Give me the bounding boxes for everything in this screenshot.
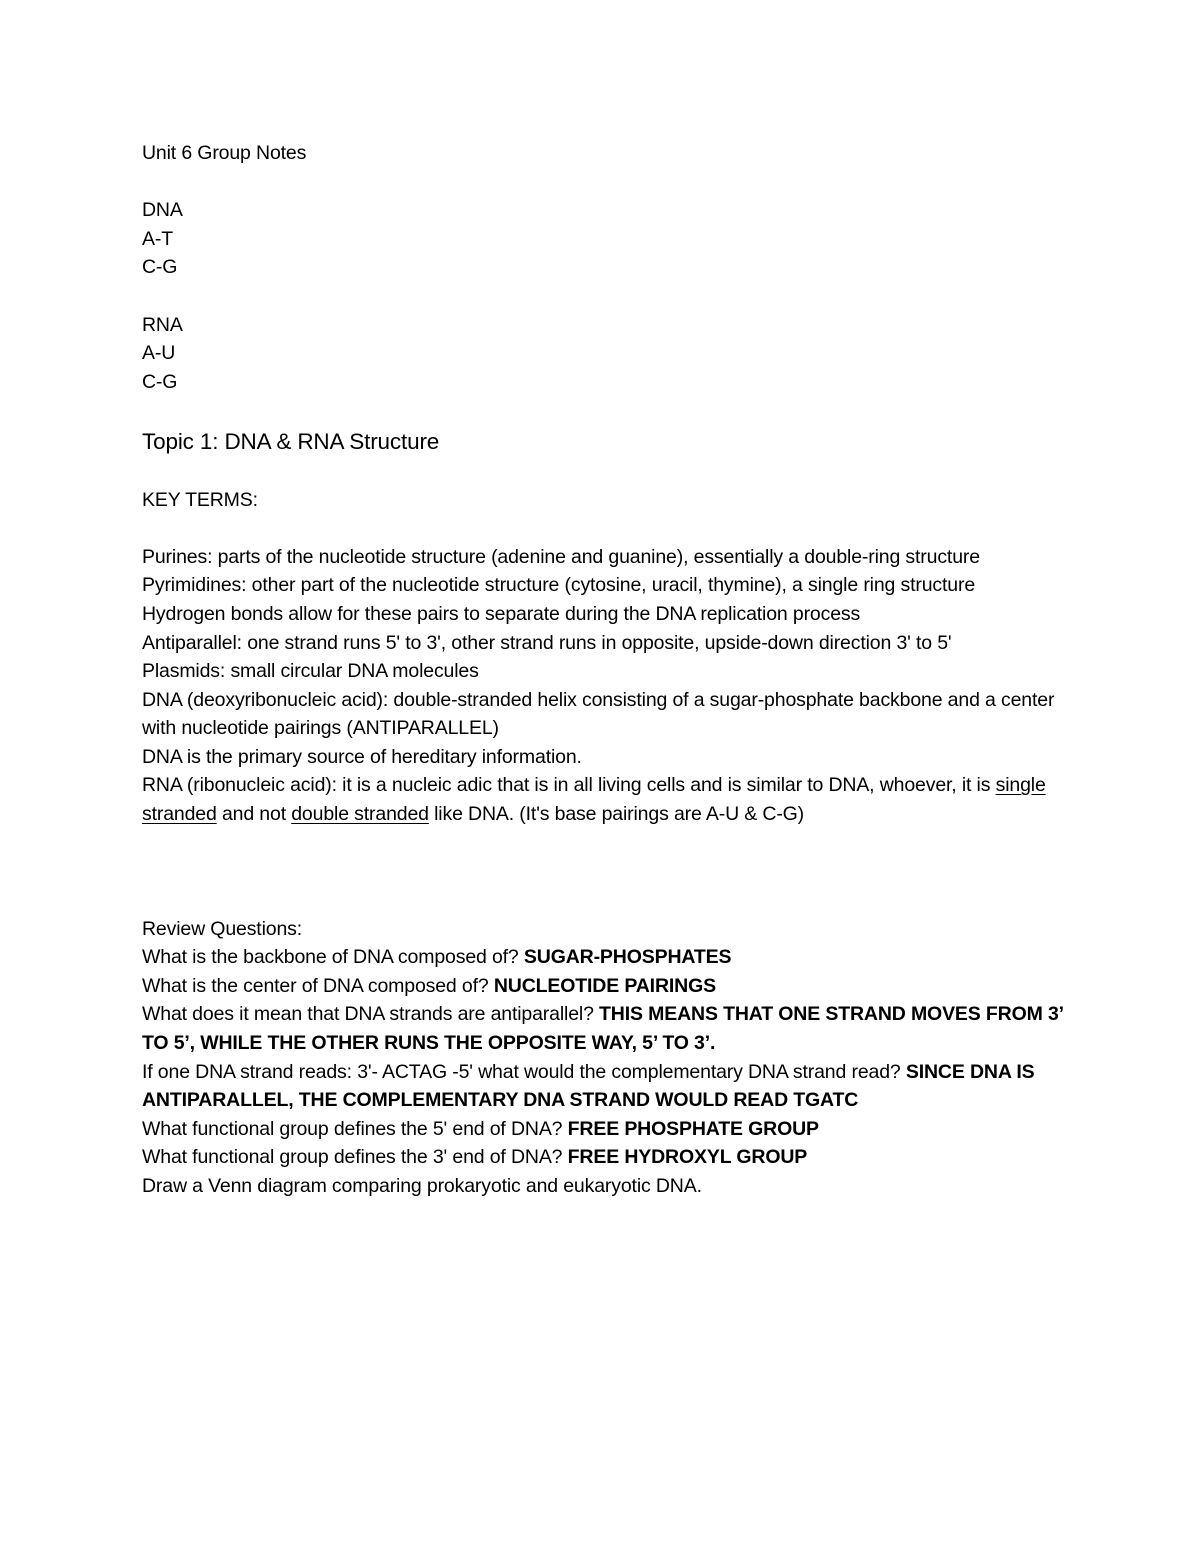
term-hereditary: DNA is the primary source of hereditary information. [142, 745, 582, 768]
question-text: If one DNA strand reads: 3'- ACTAG -5' what would the complementary DNA strand read? [142, 1060, 906, 1083]
spacer [142, 396, 1072, 425]
rna-def-text: like DNA. (It's base pairings are A-U & C-G) [428, 803, 805, 826]
question-text: What is the center of DNA composed of? [142, 974, 494, 997]
question-text: What is the backbone of DNA composed of? [142, 946, 524, 969]
dna-label: DNA [142, 199, 183, 222]
question-text: What functional group defines the 5' end of DNA? [142, 1117, 568, 1140]
term-antiparallel: Antiparallel: one strand runs 5' to 3', other strand runs in opposite, upside-down direction 3' to 5' [142, 631, 952, 654]
question-text: What functional group defines the 3' end of DNA? [142, 1146, 568, 1169]
review-question-5 [142, 1115, 1072, 1144]
rna-def-underline-single: single stranded [142, 774, 1046, 826]
answer-text: NUCLEOTIDE PAIRINGS [493, 974, 716, 997]
spacer [142, 282, 1072, 311]
review-question-7 [142, 1172, 1072, 1201]
review-question-3 [142, 1000, 1072, 1057]
spacer [142, 514, 1072, 543]
term-dna-definition: DNA (deoxyribonucleic acid): double-stranded helix consisting of a sugar-phosphate backbone and a center with nucleotide pairings (ANTIPARALLEL) [142, 688, 1055, 740]
rna-def-underline-double: double stranded [291, 803, 429, 826]
question-text: Draw a Venn diagram comparing prokaryotic and eukaryotic DNA. [142, 1175, 702, 1197]
answer-text: THIS MEANS THAT ONE STRAND MOVES FROM 3’ TO 5’, WHILE THE OTHER RUNS THE OPPOSITE WAY, 5’ TO 3’. [142, 1003, 1063, 1055]
answer-text: SINCE DNA IS ANTIPARALLEL, THE COMPLEMENTARY DNA STRAND WOULD READ TGATC [142, 1060, 1035, 1112]
review-question-4 [142, 1058, 1072, 1115]
spacer [142, 829, 1072, 915]
rna-label: RNA [142, 313, 183, 336]
answer-text: SUGAR-PHOSPHATES [523, 946, 732, 969]
review-question-1 [142, 943, 1072, 972]
key-terms-label: KEY TERMS: [142, 488, 258, 511]
term-purines: Purines: parts of the nucleotide structure (adenine and guanine), essentially a double-ring structure [142, 545, 980, 568]
dna-pair: C-G [142, 256, 178, 279]
term-pyrimidines: Pyrimidines: other part of the nucleotide structure (cytosine, uracil, thymine), a single ring structure [142, 574, 976, 597]
term-rna-definition [142, 771, 1072, 828]
term-plasmids: Plasmids: small circular DNA molecules [142, 660, 479, 683]
term-hydrogen-bonds: Hydrogen bonds allow for these pairs to separate during the DNA replication process [142, 602, 861, 625]
rna-pair: A-U [142, 342, 176, 365]
topic-heading: Topic 1: DNA & RNA Structure [142, 428, 440, 454]
spacer [142, 168, 1072, 197]
question-text: What does it mean that DNA strands are antiparallel? [142, 1003, 600, 1026]
answer-text: FREE HYDROXYL GROUP [567, 1146, 808, 1169]
review-label: Review Questions: [142, 917, 303, 940]
answer-text: FREE PHOSPHATE GROUP [567, 1117, 819, 1140]
review-question-2 [142, 972, 1072, 1001]
document-title: Unit 6 Group Notes [142, 142, 307, 164]
document-page [142, 139, 1072, 1201]
spacer [142, 457, 1072, 486]
rna-def-text: RNA (ribonucleic acid): it is a nucleic adic that is in all living cells and is similar to DNA, whoever, it is [142, 774, 996, 797]
rna-def-text: and not [216, 803, 292, 826]
dna-pair: A-T [142, 227, 173, 250]
review-question-6 [142, 1143, 1072, 1172]
rna-pair: C-G [142, 370, 178, 393]
